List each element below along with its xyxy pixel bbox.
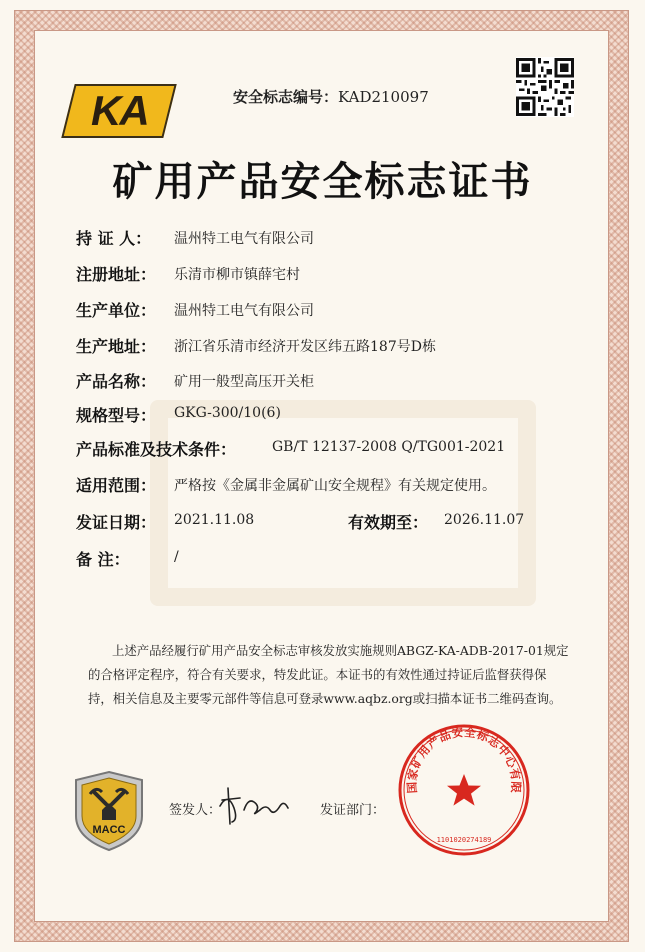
field-value: GKG-300/10(6) [174,405,281,421]
field-label: 规格型号： [76,406,157,425]
ka-logo-text: KA [90,87,148,134]
certificate-title: 矿用产品安全标志证书 [112,158,533,205]
field-value: 温州特工电气有限公司 [174,231,314,247]
valid-until-value: 2026.11.07 [444,512,525,528]
statement-line: 上述产品经履行矿用产品安全标志审核发放实施规则ABGZ-KA-ADB-2017-01规定 [112,643,569,658]
valid-until-label: 有效期至： [348,513,429,532]
field-value: GB/T 12137-2008 Q/TG001-2021 [272,439,506,455]
field-value: 严格按《金属非金属矿山安全规程》有关规定使用。 [174,478,496,494]
certificate-number-label: 安全标志编号： [233,88,339,106]
field-label: 产品名称： [76,372,157,391]
certificate-number [233,86,429,107]
field-label: 适用范围： [76,476,157,495]
statement-line: 的合格评定程序，符合有关要求，特发此证。本证书的有效性通过持证后监督获得保 [88,667,547,682]
ka-logo [61,84,176,138]
official-seal-icon [396,722,532,858]
field-label: 持 证 人： [76,229,152,248]
seal-ring-text: 国家矿用产品安全标志中心有限 [404,724,524,794]
remark-label: 备 注： [76,550,130,569]
signature-icon [214,780,294,826]
certificate-number-value: KAD210097 [338,88,429,106]
field-value: 浙江省乐清市经济开发区纬五路187号D栋 [174,339,436,355]
field-label: 注册地址： [76,265,157,284]
macc-badge-icon [72,770,146,852]
certificate-statement [88,639,608,711]
issuer-label: 发证部门： [320,803,386,818]
field-value: 矿用一般型高压开关柜 [174,374,314,390]
issue-date-label: 发证日期： [76,513,157,532]
field-label: 生产单位： [76,301,157,320]
seal-number: 1101020274189 [436,836,492,844]
svg-text:安标国家矿用产品安全标志中心有限公司 [396,722,523,794]
field-label: 产品标准及技术条件： [76,440,237,459]
macc-badge-text: MACC [92,824,126,836]
field-value: 乐清市柳市镇薛宅村 [174,267,300,283]
statement-line: 持，相关信息及主要零元部件等信息可登录www.aqbz.org或扫描本证书二维码查询。 [88,691,562,706]
remark-value: / [174,549,179,565]
qr-code-icon[interactable] [516,57,574,117]
background-watermark [150,400,536,606]
field-label: 生产地址： [76,337,157,356]
issue-date-value: 2021.11.08 [174,512,255,528]
signer-label: 签发人： [169,803,222,818]
field-value: 温州特工电气有限公司 [174,303,314,319]
